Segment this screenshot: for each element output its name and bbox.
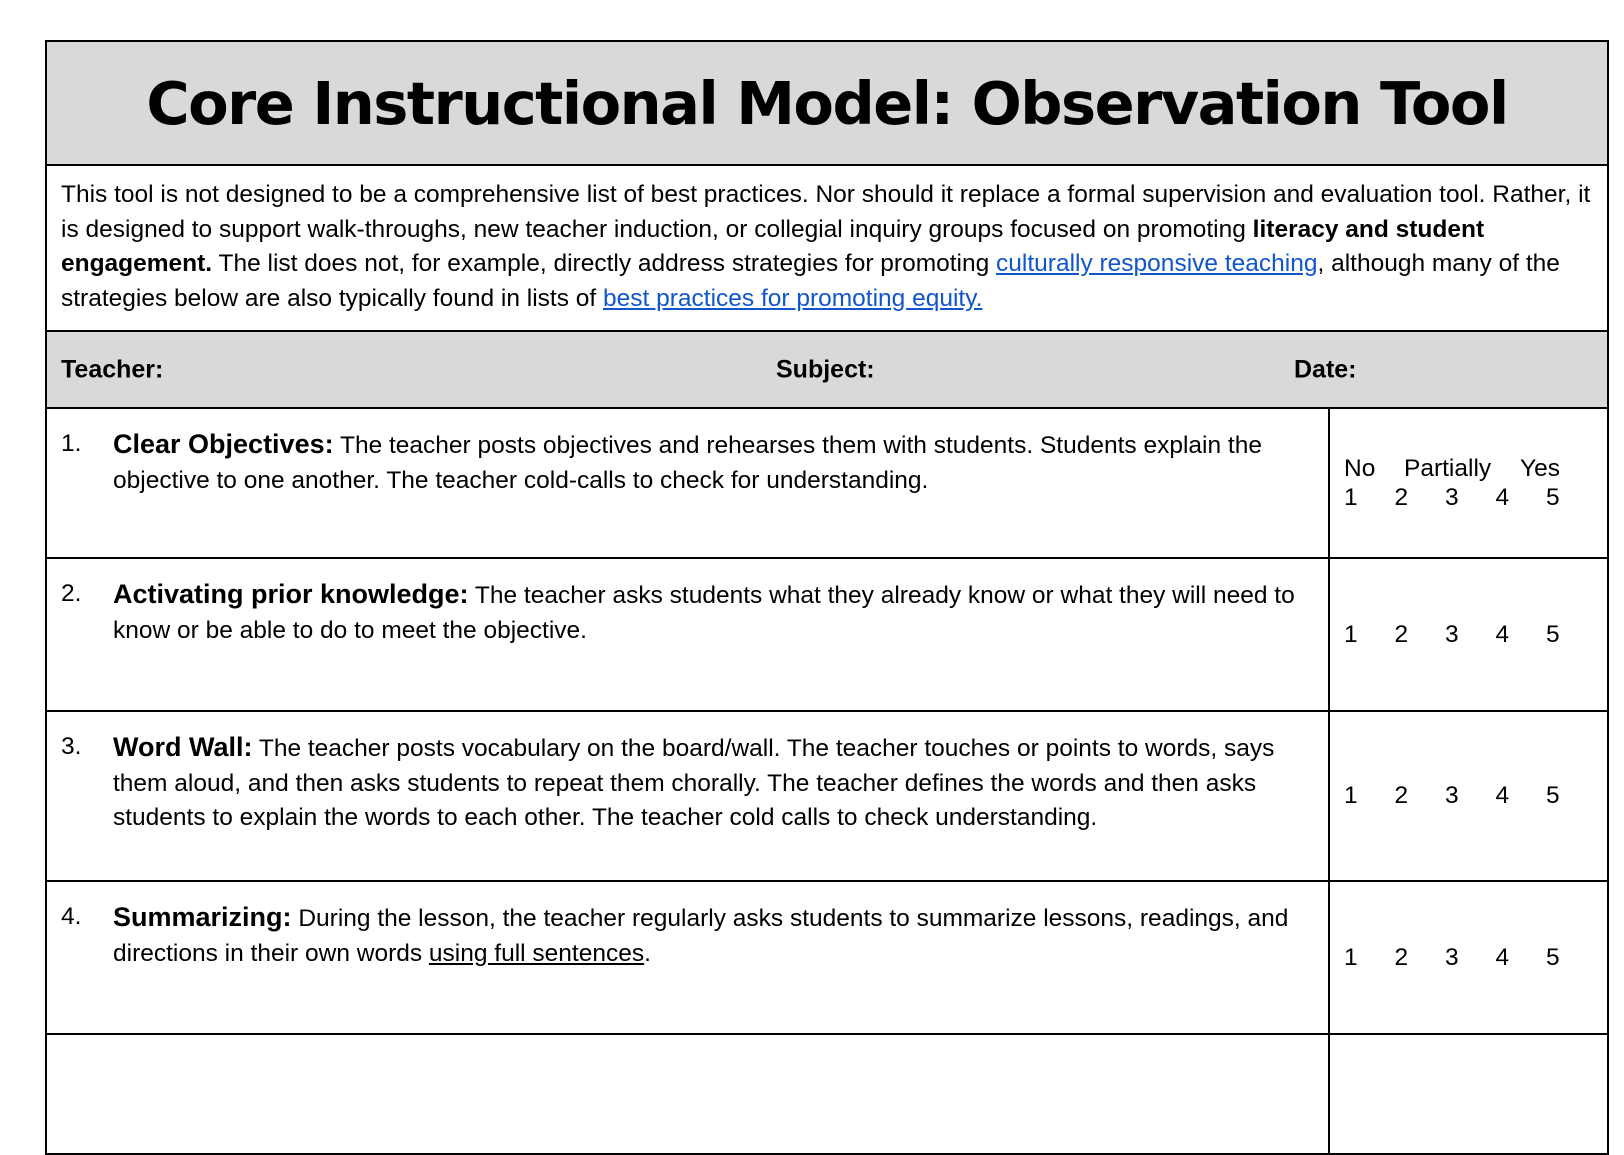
observation-tool-document (45, 40, 1607, 1155)
intro-paragraph (46, 165, 1608, 331)
rating-3[interactable]: 3 (1445, 620, 1459, 648)
rating-2[interactable]: 2 (1394, 483, 1409, 511)
criterion-cell (46, 408, 1329, 558)
criterion-number: 3. (61, 733, 82, 760)
rating-cell (1329, 711, 1608, 881)
criterion-cell (46, 881, 1329, 1034)
header-row (46, 331, 1608, 408)
criterion-row-cut-off (46, 1034, 1608, 1154)
rating-4[interactable]: 4 (1495, 782, 1510, 809)
criterion-cell (46, 711, 1329, 881)
criterion-description (113, 900, 1316, 971)
rating-1[interactable]: 1 (1344, 620, 1358, 648)
criterion-number: 2. (61, 580, 82, 607)
criterion-cell (46, 1034, 1329, 1154)
rating-1[interactable]: 1 (1344, 943, 1358, 971)
rating-cell (1329, 881, 1608, 1034)
intro-row (46, 165, 1608, 331)
criterion-row (46, 558, 1608, 711)
criterion-underlined-text: using full sentences (428, 939, 645, 967)
rating-5[interactable]: 5 (1546, 620, 1560, 648)
criterion-term: Clear Objectives: (113, 429, 334, 459)
criterion-row (46, 711, 1608, 881)
date-label: Date: (1294, 355, 1357, 383)
criterion-text: The teacher asks students what they already know or what they will need to know or be able to do to meet the objective. (113, 582, 1295, 644)
rating-5[interactable]: 5 (1546, 782, 1560, 809)
rating-4[interactable]: 4 (1495, 943, 1510, 971)
title-cell (46, 41, 1608, 165)
criterion-description (113, 577, 1316, 648)
rating-scale (1344, 484, 1607, 512)
document-title: Core Instructional Model: Observation Tool (146, 68, 1508, 138)
criterion-number: 4. (61, 903, 82, 930)
rating-1[interactable]: 1 (1344, 782, 1358, 809)
rating-1[interactable]: 1 (1344, 483, 1358, 511)
rating-2[interactable]: 2 (1394, 782, 1409, 809)
criterion-description (113, 730, 1316, 836)
rating-4[interactable]: 4 (1495, 483, 1510, 511)
scale-label-yes: Yes (1520, 454, 1560, 482)
rating-4[interactable]: 4 (1495, 620, 1510, 648)
rating-cell (1329, 1034, 1608, 1154)
rating-scale (1344, 621, 1607, 649)
culturally-responsive-teaching-link[interactable]: culturally responsive teaching (996, 250, 1318, 277)
scale-label-no: No (1344, 454, 1376, 482)
rating-scale (1344, 782, 1607, 810)
rating-cell (1329, 558, 1608, 711)
intro-bold-focus: literacy and student engagement. (61, 215, 1485, 277)
criterion-text: The teacher posts vocabulary on the board/wall. The teacher touches or points to words, says them aloud, and then asks students to repeat them chorally. The teacher defines the words and then asks students to explain the words to each other. The teacher cold calls to check understanding. (113, 735, 1275, 831)
intro-text-3: , although many of the strategies below are also typically found in lists of (61, 250, 1560, 312)
subject-label: Subject: (776, 355, 875, 383)
intro-text-1: This tool is not designed to be a comprehensive list of best practices. Nor should it replace a formal supervision and evaluation tool. Rather, it is designed to support walk-throughs, new teacher induction, or collegial inquiry groups focused on promoting (61, 181, 1591, 243)
intro-text-2: The list does not, for example, directly address strategies for promoting (212, 250, 997, 277)
criterion-text: The teacher posts objectives and rehearses them with students. Students explain the objective to one another. The teacher cold-calls to check for understanding. (113, 432, 1262, 494)
criterion-description (113, 427, 1316, 498)
criterion-text: During the lesson, the teacher regularly asks students to summarize lessons, readings, and directions in their own words (113, 905, 1289, 967)
criterion-term: Word Wall: (113, 732, 253, 762)
teacher-label: Teacher: (61, 355, 164, 383)
criterion-term: Summarizing: (113, 902, 292, 932)
rating-scale (1344, 944, 1607, 972)
rating-3[interactable]: 3 (1445, 483, 1459, 511)
rating-cell (1329, 408, 1608, 558)
criterion-cell (46, 558, 1329, 711)
scale-label-partially: Partially (1404, 454, 1492, 482)
observation-table (45, 40, 1609, 1155)
criterion-term: Activating prior knowledge: (113, 579, 469, 609)
criterion-row (46, 408, 1608, 558)
rating-2[interactable]: 2 (1394, 943, 1409, 971)
rating-5[interactable]: 5 (1546, 483, 1560, 511)
criterion-row (46, 881, 1608, 1034)
rating-3[interactable]: 3 (1445, 782, 1459, 809)
rating-2[interactable]: 2 (1394, 620, 1409, 648)
title-row (46, 41, 1608, 165)
best-practices-equity-link[interactable]: best practices for promoting equity. (603, 284, 983, 312)
header-cell (46, 331, 1608, 408)
rating-scale-labels (1344, 455, 1607, 484)
rating-5[interactable]: 5 (1546, 943, 1560, 971)
criterion-number: 1. (61, 430, 82, 457)
criterion-text-end: . (644, 939, 651, 967)
rating-3[interactable]: 3 (1445, 943, 1459, 971)
